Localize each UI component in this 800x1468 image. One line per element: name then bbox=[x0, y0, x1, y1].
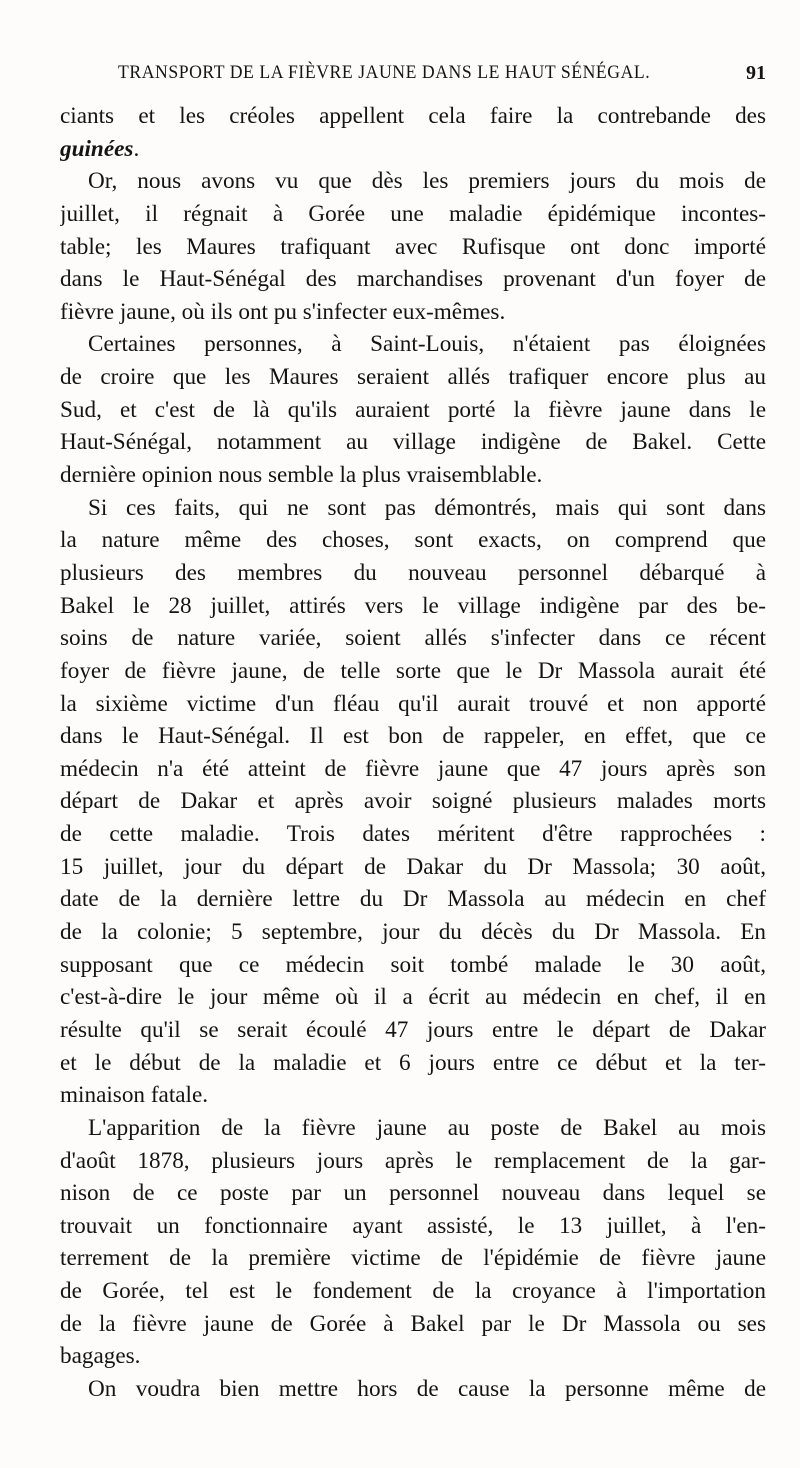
text-line bbox=[60, 198, 766, 231]
text-line bbox=[60, 328, 766, 361]
text-line bbox=[60, 949, 766, 982]
running-title: TRANSPORT DE LA FIÈVRE JAUNE DANS LE HAUT SÉNÉGAL. bbox=[118, 62, 651, 83]
text-segment: date de la dernière lettre du Dr Massola au médecin en chef bbox=[60, 886, 766, 913]
text-line bbox=[60, 492, 766, 525]
page-number: 91 bbox=[746, 62, 766, 84]
text-segment: soins de nature variée, soient allés s'infecter dans ce récent bbox=[60, 625, 766, 652]
text-segment: juillet, il régnait à Gorée une maladie épidémique incontes- bbox=[60, 200, 766, 227]
text-segment: médecin n'a été atteint de fièvre jaune que 47 jours après son bbox=[60, 755, 766, 782]
text-line bbox=[60, 1014, 766, 1047]
text-line bbox=[60, 688, 766, 721]
text-segment: et le début de la maladie et 6 jours entre ce début et la ter- bbox=[60, 1049, 766, 1076]
text-segment: de cette maladie. Trois dates méritent d'être rapprochées : bbox=[60, 821, 766, 848]
text-line bbox=[60, 459, 766, 492]
text-line bbox=[60, 1177, 766, 1210]
text-line bbox=[60, 590, 766, 623]
text-line bbox=[60, 883, 766, 916]
text-segment: supposant que ce médecin soit tombé malade le 30 août, bbox=[60, 951, 766, 978]
text-line bbox=[60, 851, 766, 884]
text-line bbox=[60, 1145, 766, 1178]
text-line bbox=[60, 557, 766, 590]
text-line bbox=[60, 296, 766, 329]
text-segment: L'apparition de la fièvre jaune au poste de Bakel au mois bbox=[88, 1114, 766, 1141]
text-line bbox=[60, 263, 766, 296]
page-header bbox=[60, 62, 766, 92]
text-segment: terrement de la première victime de l'épidémie de fièvre jaune bbox=[60, 1245, 766, 1272]
text-line bbox=[60, 524, 766, 557]
text-segment: résulte qu'il se serait écoulé 47 jours entre le départ de Dakar bbox=[60, 1016, 766, 1043]
text-line bbox=[60, 426, 766, 459]
text-segment: foyer de fièvre jaune, de telle sorte que le Dr Massola aurait été bbox=[60, 657, 766, 684]
text-line bbox=[60, 1112, 766, 1145]
text-segment: dans le Haut-Sénégal. Il est bon de rappeler, en effet, que ce bbox=[60, 723, 766, 750]
text-line bbox=[60, 981, 766, 1014]
text-segment: la sixième victime d'un fléau qu'il aurait trouvé et non apporté bbox=[60, 690, 766, 717]
text-line bbox=[60, 785, 766, 818]
text-segment: c'est-à-dire le jour même où il a écrit au médecin en chef, il en bbox=[60, 984, 766, 1011]
text-segment: de Gorée, tel est le fondement de la croyance à l'importation bbox=[60, 1278, 766, 1305]
text-line bbox=[60, 1047, 766, 1080]
text-line bbox=[60, 1275, 766, 1308]
text-line bbox=[60, 1308, 766, 1341]
text-segment: Si ces faits, qui ne sont pas démontrés, mais qui sont dans bbox=[88, 494, 766, 521]
text-segment: Or, nous avons vu que dès les premiers jours du mois de bbox=[88, 168, 766, 195]
text-segment: fièvre jaune, où ils ont pu s'infecter eux-mêmes. bbox=[60, 298, 506, 325]
text-line bbox=[60, 361, 766, 394]
text-line bbox=[60, 100, 766, 133]
text-line bbox=[60, 1373, 766, 1406]
text-segment: la nature même des choses, sont exacts, on comprend que bbox=[60, 527, 766, 554]
text-segment: Haut-Sénégal, notamment au village indigène de Bakel. Cette bbox=[60, 429, 766, 456]
text-line bbox=[60, 1210, 766, 1243]
text-line bbox=[60, 916, 766, 949]
text-line bbox=[60, 753, 766, 786]
text-segment: Bakel le 28 juillet, attirés vers le village indigène par des be- bbox=[60, 592, 766, 619]
text-segment: plusieurs des membres du nouveau personnel débarqué à bbox=[60, 559, 766, 586]
text-segment: table; les Maures trafiquant avec Rufisque ont donc importé bbox=[60, 233, 766, 260]
text-line bbox=[60, 133, 766, 166]
text-segment: nison de ce poste par un personnel nouveau dans lequel se bbox=[60, 1180, 766, 1207]
text-segment: 15 juillet, jour du départ de Dakar du Dr Massola; 30 août, bbox=[60, 853, 766, 880]
text-segment: Sud, et c'est de là qu'ils auraient porté la fièvre jaune dans le bbox=[60, 396, 766, 423]
text-line bbox=[60, 720, 766, 753]
text-segment: dans le Haut-Sénégal des marchandises provenant d'un foyer de bbox=[60, 266, 766, 293]
text-segment: ciants et les créoles appellent cela faire la contrebande des bbox=[60, 103, 766, 129]
text-line bbox=[60, 1242, 766, 1275]
text-segment: On voudra bien mettre hors de cause la personne même de bbox=[88, 1375, 766, 1402]
text-segment: trouvait un fonctionnaire ayant assisté, le 13 juillet, à l'en- bbox=[60, 1212, 766, 1239]
text-segment: minaison fatale. bbox=[60, 1082, 209, 1109]
text-segment: de la colonie; 5 septembre, jour du décès du Dr Massola. En bbox=[60, 919, 766, 946]
text-line bbox=[60, 655, 766, 688]
text-segment: bagages. bbox=[60, 1343, 141, 1370]
text-segment: . bbox=[133, 135, 140, 162]
text-segment: d'août 1878, plusieurs jours après le remplacement de la gar- bbox=[60, 1147, 766, 1174]
text-line bbox=[60, 1079, 766, 1112]
text-line bbox=[60, 165, 766, 198]
text-segment: Certaines personnes, à Saint-Louis, n'étaient pas éloignées bbox=[88, 331, 766, 358]
body-text bbox=[60, 100, 766, 1406]
text-segment: de la fièvre jaune de Gorée à Bakel par le Dr Massola ou ses bbox=[60, 1310, 766, 1337]
text-line bbox=[60, 818, 766, 851]
italic-text: guinées bbox=[60, 135, 134, 162]
text-line bbox=[60, 622, 766, 655]
text-segment: départ de Dakar et après avoir soigné plusieurs malades morts bbox=[60, 788, 766, 815]
text-segment: de croire que les Maures seraient allés trafiquer encore plus au bbox=[60, 364, 766, 391]
text-line bbox=[60, 231, 766, 264]
text-line bbox=[60, 394, 766, 427]
text-line bbox=[60, 1340, 766, 1373]
text-segment: dernière opinion nous semble la plus vraisemblable. bbox=[60, 462, 543, 489]
